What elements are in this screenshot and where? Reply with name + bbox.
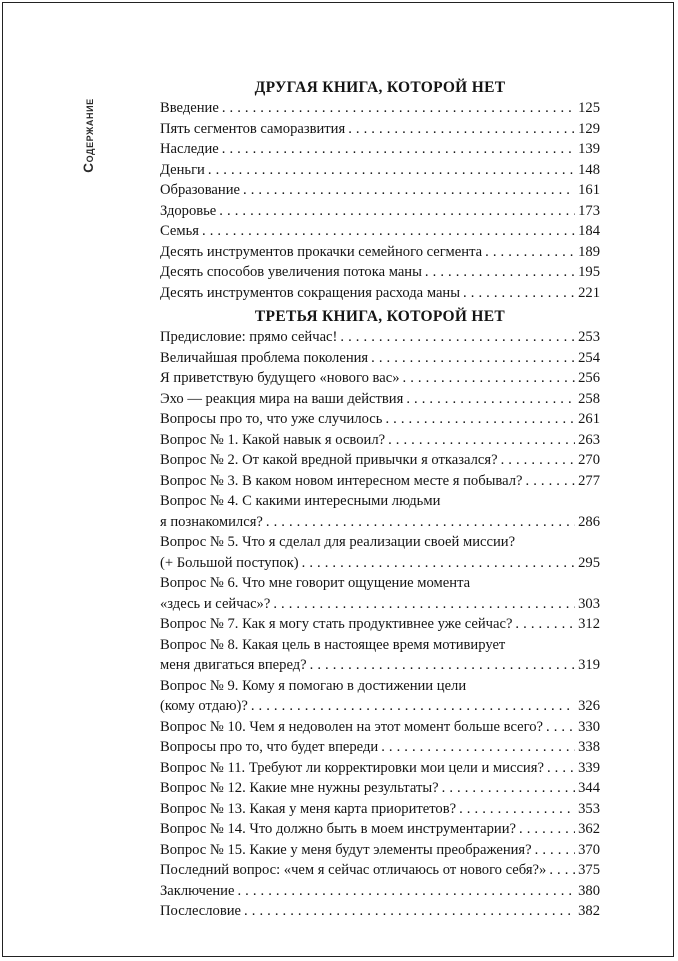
toc-entry[interactable] bbox=[160, 98, 600, 119]
toc-page-number: 270 bbox=[578, 452, 600, 468]
toc-entry-row bbox=[160, 737, 600, 758]
toc-entry-title: Вопрос № 3. В каком новом интересном месте я побывал? bbox=[160, 472, 523, 489]
toc-entry-title: Величайшая проблема поколения bbox=[160, 349, 369, 366]
dot-leader bbox=[237, 881, 575, 902]
toc-entry-row bbox=[160, 799, 600, 820]
toc-entry-title: Вопрос № 7. Как я могу стать продуктивнее уже сейчас? bbox=[160, 616, 513, 632]
toc-entry[interactable] bbox=[160, 737, 600, 758]
dot-leader bbox=[348, 119, 575, 140]
dot-leader bbox=[485, 242, 575, 263]
toc-page-number: 254 bbox=[578, 349, 600, 366]
toc-page-number: 261 bbox=[578, 411, 600, 427]
toc-entry-row bbox=[160, 512, 600, 533]
toc-entry[interactable] bbox=[160, 160, 600, 181]
toc-entry-row bbox=[160, 553, 600, 574]
toc-entry-title: Образование bbox=[160, 182, 240, 198]
toc-entry-row bbox=[160, 450, 600, 471]
dot-leader bbox=[243, 180, 575, 201]
toc-entry-title: Заключение bbox=[160, 882, 235, 899]
toc-entry-row bbox=[160, 471, 600, 492]
toc-entry-title: Вопрос № 10. Чем я недоволен на этот момент больше всего? bbox=[160, 718, 544, 735]
toc-page-number: 286 bbox=[578, 513, 600, 530]
toc-entry-row bbox=[160, 778, 600, 799]
toc-entry[interactable] bbox=[160, 491, 600, 532]
dot-leader bbox=[388, 430, 575, 451]
toc-page-number: 382 bbox=[578, 903, 600, 919]
dot-leader bbox=[381, 737, 575, 758]
toc-entry-row bbox=[160, 860, 600, 881]
toc-entry[interactable] bbox=[160, 119, 600, 140]
dot-leader bbox=[244, 901, 575, 922]
toc-entry-row bbox=[160, 819, 600, 840]
dot-leader bbox=[371, 348, 575, 369]
toc-page-number: 129 bbox=[578, 120, 600, 137]
toc-entry-row bbox=[160, 180, 600, 201]
toc-page-number: 148 bbox=[578, 161, 600, 178]
dot-leader bbox=[519, 819, 575, 840]
dot-leader bbox=[266, 512, 575, 533]
toc-page-number: 375 bbox=[578, 862, 600, 878]
dot-leader bbox=[526, 471, 576, 492]
dot-leader bbox=[340, 327, 575, 348]
toc-entry-title-line: Вопрос № 6. Что мне говорит ощущение момента bbox=[160, 575, 471, 591]
dot-leader bbox=[459, 799, 575, 820]
toc-entry-row bbox=[160, 409, 600, 430]
toc-page-number: 173 bbox=[578, 202, 600, 219]
toc-page-number: 263 bbox=[578, 431, 600, 448]
toc-entry[interactable] bbox=[160, 368, 600, 389]
toc-entry-title: Вопрос № 12. Какие мне нужны результаты? bbox=[160, 780, 439, 796]
toc-entry[interactable] bbox=[160, 635, 600, 676]
dot-leader bbox=[425, 262, 575, 283]
toc-page-number: 161 bbox=[578, 182, 600, 198]
toc-entry-title: Семья bbox=[160, 223, 199, 239]
toc-entry-row bbox=[160, 368, 600, 389]
toc-entry-title: Введение bbox=[160, 100, 219, 116]
toc-entry-title: Последний вопрос: «чем я сейчас отличаюсь от нового себя?» bbox=[160, 862, 547, 878]
toc-page-number: 319 bbox=[578, 657, 600, 673]
toc-entry[interactable] bbox=[160, 409, 600, 430]
toc-page-number: 258 bbox=[578, 390, 600, 407]
toc-page-number: 326 bbox=[578, 698, 600, 714]
toc-entry[interactable] bbox=[160, 881, 600, 902]
toc-entry-title: Десять инструментов прокачки семейного сегмента bbox=[160, 243, 483, 260]
toc-entry[interactable] bbox=[160, 819, 600, 840]
toc-entry-title-line: Вопрос № 8. Какая цель в настоящее время мотивирует bbox=[160, 636, 506, 653]
toc-entry[interactable] bbox=[160, 676, 600, 717]
dot-leader bbox=[385, 409, 575, 430]
toc-page-number: 370 bbox=[578, 841, 600, 858]
toc-entry-row bbox=[160, 98, 600, 119]
toc-entry[interactable] bbox=[160, 180, 600, 201]
toc-entry[interactable] bbox=[160, 799, 600, 820]
table-of-contents bbox=[160, 78, 600, 922]
toc-entry-row bbox=[160, 881, 600, 902]
toc-entry[interactable] bbox=[160, 201, 600, 222]
toc-page-number: 330 bbox=[578, 718, 600, 735]
toc-entry-title: Вопрос № 13. Какая у меня карта приоритетов? bbox=[160, 800, 457, 817]
toc-page-number: 139 bbox=[578, 141, 600, 157]
toc-entry-title: Предисловие: прямо сейчас! bbox=[160, 329, 338, 345]
toc-entry[interactable] bbox=[160, 242, 600, 263]
toc-entry[interactable] bbox=[160, 389, 600, 410]
toc-entry[interactable] bbox=[160, 758, 600, 779]
toc-entry-row bbox=[160, 242, 600, 263]
dot-leader bbox=[549, 860, 575, 881]
dot-leader bbox=[302, 553, 575, 574]
toc-entry-title: Десять способов увеличения потока маны bbox=[160, 264, 422, 280]
toc-entry-row bbox=[160, 221, 600, 242]
toc-entry-title: я познакомился? bbox=[160, 513, 263, 530]
toc-entry[interactable] bbox=[160, 532, 600, 573]
toc-entry[interactable] bbox=[160, 221, 600, 242]
running-header bbox=[76, 80, 100, 190]
toc-entry-row bbox=[160, 262, 600, 283]
toc-entry-title: Эхо — реакция мира на ваши действия bbox=[160, 390, 404, 407]
toc-entry-title: «здесь и сейчас»? bbox=[160, 595, 271, 612]
toc-entry-row bbox=[160, 901, 600, 922]
toc-entry-title: Вопрос № 14. Что должно быть в моем инструментарии? bbox=[160, 821, 516, 837]
section-title: ТРЕТЬЯ КНИГА, КОТОРОЙ НЕТ bbox=[254, 308, 506, 325]
toc-entry-title: Вопрос № 2. От какой вредной привычки я отказался? bbox=[160, 452, 498, 468]
toc-entry-row bbox=[160, 348, 600, 369]
dot-leader bbox=[222, 98, 575, 119]
toc-entry-row bbox=[160, 139, 600, 160]
dot-leader bbox=[406, 389, 575, 410]
dot-leader bbox=[501, 450, 576, 471]
dot-leader bbox=[547, 758, 575, 779]
toc-entry[interactable] bbox=[160, 614, 600, 635]
toc-entry-title: Послесловие bbox=[160, 903, 242, 919]
toc-entry-row bbox=[160, 655, 600, 676]
toc-entry[interactable] bbox=[160, 901, 600, 922]
dot-leader bbox=[222, 139, 575, 160]
toc-entry[interactable] bbox=[160, 573, 600, 614]
toc-entry-row bbox=[160, 594, 600, 615]
toc-page-number: 253 bbox=[578, 329, 600, 345]
toc-page-number: 277 bbox=[578, 472, 600, 489]
toc-entry-row bbox=[160, 717, 600, 738]
toc-entry-title-line: Вопрос № 9. Кому я помогаю в достижении цели bbox=[160, 677, 467, 694]
toc-entry-title: Пять сегментов саморазвития bbox=[160, 120, 346, 137]
toc-entry-title-line: Вопрос № 5. Что я сделал для реализации своей миссии? bbox=[160, 534, 516, 550]
toc-entry-title: Вопрос № 11. Требуют ли корректировки мои цели и миссия? bbox=[160, 759, 544, 776]
toc-entry-row bbox=[160, 327, 600, 348]
toc-entry[interactable] bbox=[160, 450, 600, 471]
toc-entry-row bbox=[160, 389, 600, 410]
toc-page-number: 380 bbox=[578, 882, 600, 899]
toc-entry[interactable] bbox=[160, 778, 600, 799]
dot-leader bbox=[273, 594, 575, 615]
toc-entry-row bbox=[160, 696, 600, 717]
toc-entry-row bbox=[160, 160, 600, 181]
toc-entry[interactable] bbox=[160, 430, 600, 451]
toc-entry-title: (+ Большой поступок) bbox=[160, 554, 299, 571]
toc-entry-title: Вопросы про то, что будет впереди bbox=[160, 739, 379, 755]
dot-leader bbox=[403, 368, 576, 389]
toc-page-number: 221 bbox=[578, 284, 600, 301]
toc-entry-title: Я приветствую будущего «нового вас» bbox=[160, 370, 400, 386]
toc-entry[interactable] bbox=[160, 262, 600, 283]
dot-leader bbox=[442, 778, 575, 799]
dot-leader bbox=[219, 201, 575, 222]
toc-page-number: 303 bbox=[578, 595, 600, 612]
dot-leader bbox=[546, 717, 575, 738]
toc-entry[interactable] bbox=[160, 283, 600, 304]
dot-leader bbox=[535, 840, 575, 861]
toc-entry-row bbox=[160, 614, 600, 635]
toc-entry[interactable] bbox=[160, 840, 600, 861]
section-title: ДРУГАЯ КНИГА, КОТОРОЙ НЕТ bbox=[254, 79, 506, 96]
toc-entry-row bbox=[160, 840, 600, 861]
dot-leader bbox=[208, 160, 575, 181]
toc-entry-title: меня двигаться вперед? bbox=[160, 657, 307, 673]
toc-page-number: 362 bbox=[578, 821, 600, 837]
toc-entry-title: Наследие bbox=[160, 141, 219, 157]
toc-page-number: 184 bbox=[578, 223, 600, 239]
toc-page-number: 338 bbox=[578, 739, 600, 755]
toc-entry-title: (кому отдаю)? bbox=[160, 698, 248, 714]
toc-entry[interactable] bbox=[160, 717, 600, 738]
toc-entry-title: Вопросы про то, что уже случилось bbox=[160, 411, 383, 427]
dot-leader bbox=[251, 696, 575, 717]
toc-page-number: 295 bbox=[578, 554, 600, 571]
toc-entry-title: Десять инструментов сокращения расхода маны bbox=[160, 284, 461, 301]
toc-entry-row bbox=[160, 430, 600, 451]
toc-page-number: 312 bbox=[578, 616, 600, 632]
toc-entry[interactable] bbox=[160, 327, 600, 348]
dot-leader bbox=[310, 655, 575, 676]
dot-leader bbox=[463, 283, 575, 304]
toc-page-number: 339 bbox=[578, 759, 600, 776]
toc-page-number: 195 bbox=[578, 264, 600, 280]
running-header-text: Содержание bbox=[80, 97, 96, 173]
toc-page-number: 256 bbox=[578, 370, 600, 386]
toc-entry[interactable] bbox=[160, 860, 600, 881]
toc-entry[interactable] bbox=[160, 348, 600, 369]
toc-page-number: 125 bbox=[578, 100, 600, 116]
toc-entry-title: Здоровье bbox=[160, 202, 217, 219]
toc-page-number: 189 bbox=[578, 243, 600, 260]
toc-entry[interactable] bbox=[160, 471, 600, 492]
toc-entry-row bbox=[160, 283, 600, 304]
dot-leader bbox=[202, 221, 575, 242]
toc-entry-row bbox=[160, 201, 600, 222]
toc-entry-title-line: Вопрос № 4. С какими интересными людьми bbox=[160, 493, 441, 509]
toc-entry-title: Вопрос № 15. Какие у меня будут элементы преображения? bbox=[160, 841, 532, 858]
toc-entry-title: Вопрос № 1. Какой навык я освоил? bbox=[160, 431, 386, 448]
toc-entry[interactable] bbox=[160, 139, 600, 160]
toc-entry-title: Деньги bbox=[160, 161, 205, 178]
toc-entry-row bbox=[160, 119, 600, 140]
toc-entry-row bbox=[160, 758, 600, 779]
dot-leader bbox=[515, 614, 575, 635]
toc-page-number: 353 bbox=[578, 800, 600, 817]
toc-page-number: 344 bbox=[578, 780, 600, 796]
